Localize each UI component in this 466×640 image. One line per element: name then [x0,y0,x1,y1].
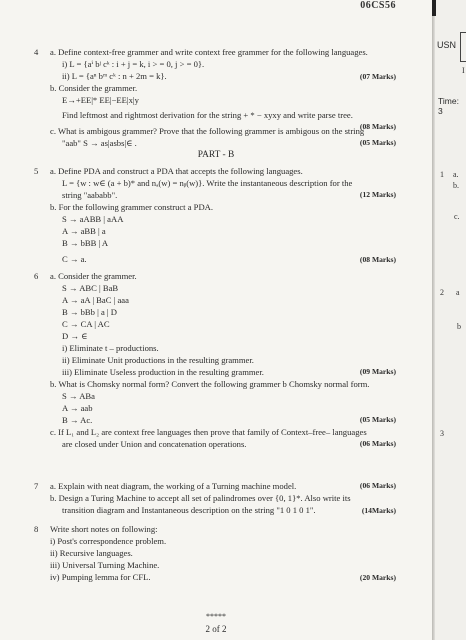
question-number-5: 5 [34,166,39,176]
next-page-fragment: b. [453,181,459,190]
next-page-fragment: I [462,66,465,75]
next-page-fragment: a. [453,170,459,179]
question-number-7: 7 [34,481,39,491]
q6-line: ii) Eliminate Unit productions in the resulting grammer. [62,355,254,365]
paper-code: 06CS56 [360,0,396,11]
next-page-fragment: a [456,288,460,297]
q8-line: Write short notes on following: [50,524,158,534]
q5-line: a. Define PDA and construct a PDA that accepts the following languages. [50,166,303,176]
q8-line: ii) Recursive languages. [50,548,133,558]
q5-line: C → a. [62,254,87,264]
q8-line: iii) Universal Turning Machine. [50,560,160,570]
marks-label: (06 Marks) [359,481,396,490]
page-number: 2 of 2 [205,624,227,634]
q5-line: B → bBB | A [62,238,109,248]
marks-label: (12 Marks) [359,190,396,199]
q4-line: b. Consider the grammer. [50,83,138,93]
q6-line: S → ABC | BaB [62,283,119,293]
question-number-4: 4 [34,47,39,57]
q4-line: Find leftmost and rightmost derivation for the string + * − xyxy and write parse tree. [62,110,353,120]
q5-line: b. For the following grammer construct a PDA. [50,202,214,212]
q4-line: a. Define context-free grammer and write context free grammer for the following languages. [50,47,368,57]
q6-line: b. What is Chomsky normal form? Convert the following grammer b Chomsky normal form. [50,379,370,389]
time-label: Time: 3 [438,96,459,116]
next-page-fragment: 3 [440,429,444,438]
q6-line: B → bBb | a | D [62,307,118,317]
q6-line: B → Ac. [62,415,93,425]
q6-line: are closed under Union and concatenation operations. [62,439,247,449]
marks-label: (06 Marks) [359,439,396,448]
q5-line: string "aababb". [62,190,118,200]
q6-line: A → aab [62,403,93,413]
next-page-fragment: c. [454,212,460,221]
q4-line: "aab" S → as|asbs|∈ . [62,138,137,148]
q4-line: i) L = {aⁱ bʲ cᵏ : i + j = k, i > = 0, j > = 0}. [62,59,205,69]
q4-line: c. What is ambigous grammer? Prove that the following grammer is ambigous on the string [50,126,365,136]
q5-line: L = {w : w∈ (a + b)* and nₐ(w) = nᵦ(w)}. Write the instantaneous description for the [62,178,353,188]
usn-box [460,32,466,62]
question-number-6: 6 [34,271,39,281]
next-page-fragment: b [457,322,461,331]
q8-line: i) Post's correspondence problem. [50,536,167,546]
marks-label: (05 Marks) [359,415,396,424]
end-stars: ***** [206,612,226,621]
q6-line: a. Consider the grammer. [50,271,137,281]
usn-label: USN [437,40,457,50]
marks-label: (05 Marks) [359,138,396,147]
q8-line: iv) Pumping lemma for CFL. [50,572,151,582]
q5-line: S → aABB | aAA [62,214,124,224]
q7-line: b. Design a Turing Machine to accept all set of palindromes over {0, 1}*. Also write its [50,493,351,503]
header-bar [432,0,436,16]
q6-line: c. If L₁ and L₂ are context free languages then prove that family of Context–free– languages [50,427,367,437]
marks-label: (08 Marks) [359,122,396,131]
q6-line: i) Eliminate t – productions. [62,343,159,353]
q6-line: S → ABa [62,391,95,401]
marks-label: (07 Marks) [359,72,396,81]
q6-line: A → aA | BaC | aaa [62,295,129,305]
q7-line: a. Explain with neat diagram, the working of a Turning machine model. [50,481,297,491]
q4-line: E→+EE|* EE|−EE|x|y [62,95,139,105]
q6-line: C → CA | AC [62,319,110,329]
marks-label: (08 Marks) [359,255,396,264]
q6-line: iii) Eliminate Useless production in the resulting grammer. [62,367,264,377]
part-b-heading: PART - B [197,150,235,160]
q6-line: D → ∈ [62,331,88,341]
q7-line: transition diagram and Instantaneous description on the string "1 0 1 0 1". [62,505,316,515]
next-page-fragment: 1 [440,170,444,179]
q4-line: ii) L = {aⁿ bᵐ cᵏ : n + 2m = k}. [62,71,167,81]
marks-label: (14Marks) [361,506,396,515]
marks-label: (09 Marks) [359,367,396,376]
marks-label: (20 Marks) [359,573,396,582]
next-page-fragment: 2 [440,288,444,297]
q5-line: A → aBB | a [62,226,106,236]
question-number-8: 8 [34,524,39,534]
